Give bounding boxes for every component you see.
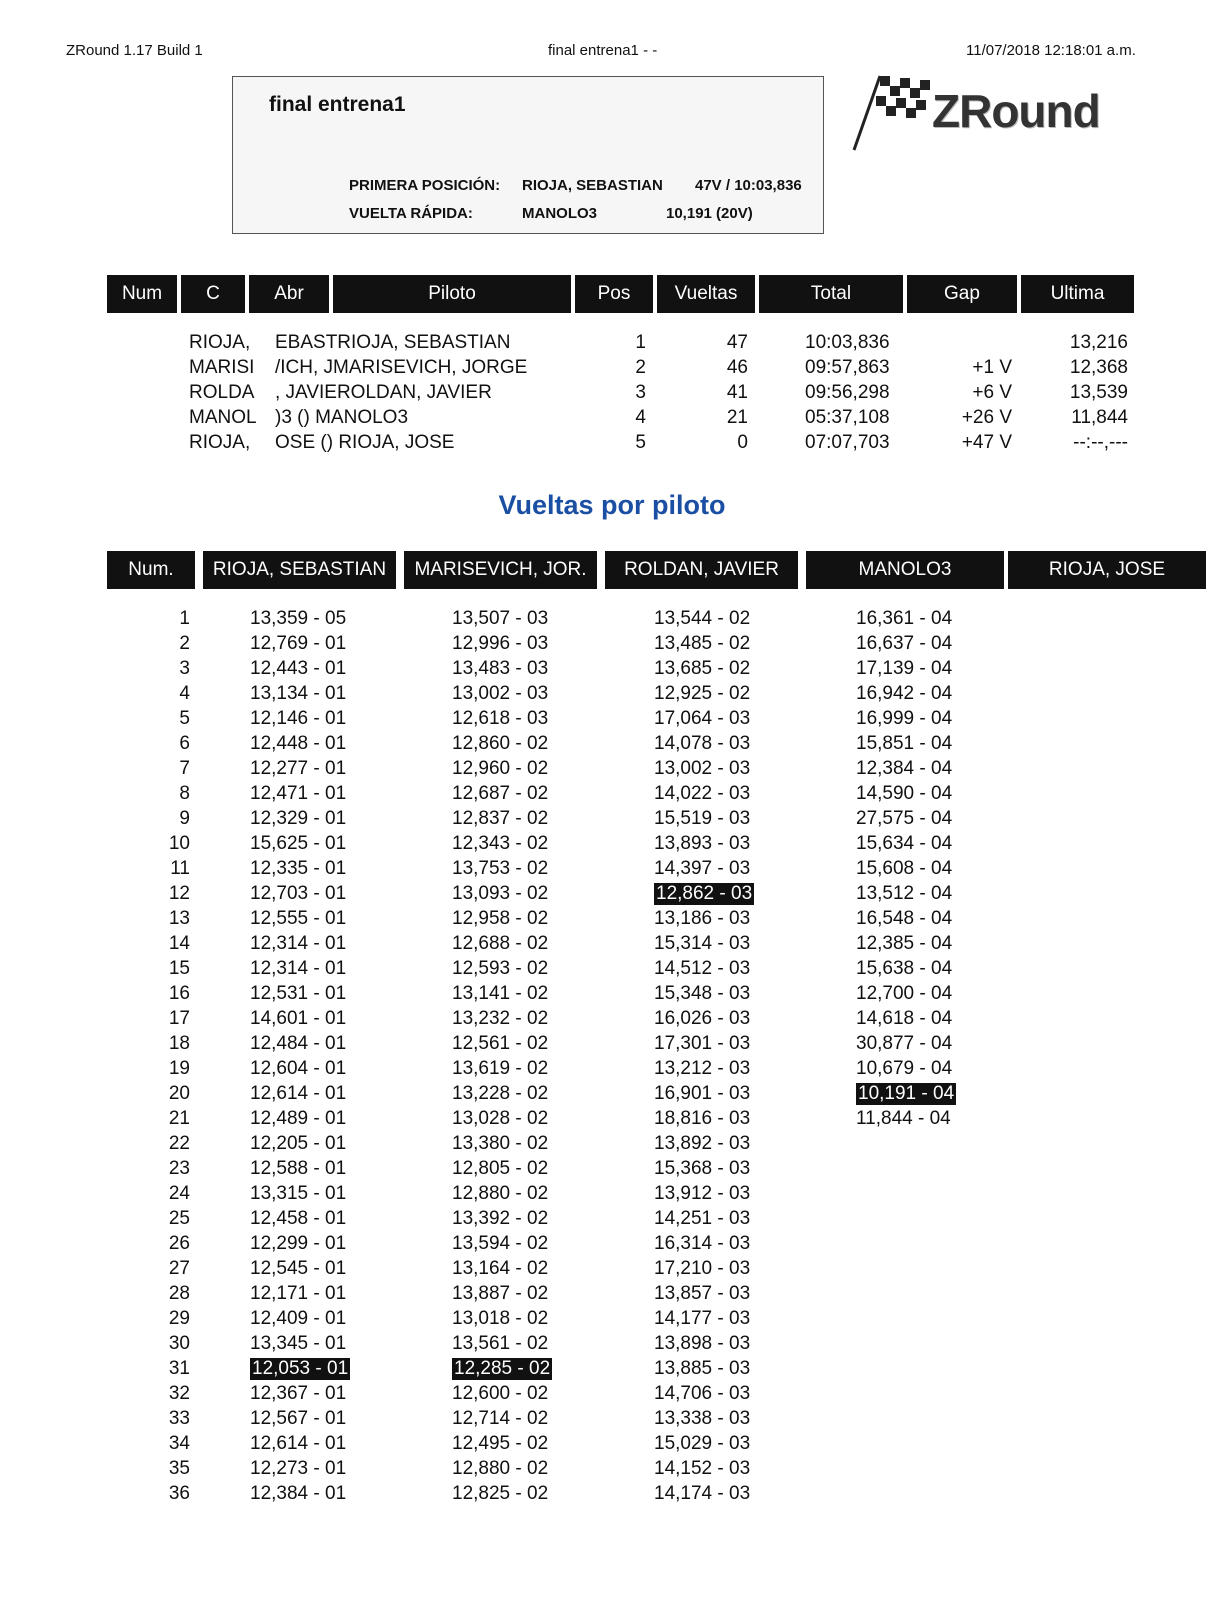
lap-time: 12,880 - 02 — [452, 1183, 549, 1204]
lap-time: 12,825 - 02 — [452, 1483, 549, 1504]
lap-time: 30,877 - 04 — [856, 1033, 953, 1054]
result-ultima: 13,216 — [1069, 332, 1128, 353]
lap-time: 12,561 - 02 — [452, 1033, 549, 1054]
lap-time: 17,139 - 04 — [856, 658, 953, 679]
lap-row — [0, 1283, 1224, 1308]
lap-time: 15,634 - 04 — [856, 833, 953, 854]
lap-time: 12,343 - 02 — [452, 833, 549, 854]
result-abr: MARISI — [189, 357, 255, 378]
lap-time: 12,593 - 02 — [452, 958, 549, 979]
lap-time: 18,816 - 03 — [654, 1108, 751, 1129]
lap-time: 12,384 - 04 — [856, 758, 953, 779]
lap-time: 13,594 - 02 — [452, 1233, 549, 1254]
lap-number: 5 — [179, 708, 190, 729]
lap-time: 12,273 - 01 — [250, 1458, 347, 1479]
lap-time: 13,685 - 02 — [654, 658, 751, 679]
lap-time: 12,495 - 02 — [452, 1433, 549, 1454]
lap-row — [0, 908, 1224, 933]
col-num: Num — [107, 275, 177, 313]
lap-time: 13,753 - 02 — [452, 858, 549, 879]
result-abr: RIOJA, — [189, 332, 251, 353]
lap-time: 12,471 - 01 — [250, 783, 347, 804]
fastest-lap-value: 10,191 (20V) — [666, 205, 753, 222]
lap-number: 2 — [179, 633, 190, 654]
lap-time: 15,348 - 03 — [654, 983, 751, 1004]
lap-time: 14,590 - 04 — [856, 783, 953, 804]
result-piloto: )3 () MANOLO3 — [275, 407, 409, 428]
result-vueltas: 47 — [726, 332, 748, 353]
lap-row — [0, 883, 1224, 908]
lap-number: 8 — [179, 783, 190, 804]
lap-time: 13,483 - 03 — [452, 658, 549, 679]
lap-time: 13,485 - 02 — [654, 633, 751, 654]
lap-number: 15 — [168, 958, 190, 979]
lap-number: 34 — [168, 1433, 190, 1454]
lap-number: 10 — [168, 833, 190, 854]
lap-row — [0, 1483, 1224, 1508]
print-date: 11/07/2018 12:18:01 a.m. — [966, 42, 1136, 59]
lap-row — [0, 608, 1224, 633]
lap-time: 13,512 - 04 — [856, 883, 953, 904]
lap-time: 14,397 - 03 — [654, 858, 751, 879]
lap-time: 13,212 - 03 — [654, 1058, 751, 1079]
lap-number: 12 — [168, 883, 190, 904]
lap-time: 10,191 - 04 — [858, 1083, 955, 1104]
result-total: 07:07,703 — [805, 432, 890, 453]
lap-time: 13,898 - 03 — [654, 1333, 751, 1354]
lap-number: 18 — [168, 1033, 190, 1054]
first-position-name: RIOJA, SEBASTIAN — [522, 177, 663, 194]
lap-number: 21 — [168, 1108, 190, 1129]
lap-time: 12,458 - 01 — [250, 1208, 347, 1229]
lap-time: 14,022 - 03 — [654, 783, 751, 804]
lap-time: 13,619 - 02 — [452, 1058, 549, 1079]
col-abr: Abr — [249, 275, 329, 313]
lap-time: 13,892 - 03 — [654, 1133, 751, 1154]
result-abr: MANOL — [189, 407, 257, 428]
result-piloto: , JAVIEROLDAN, JAVIER — [275, 382, 492, 403]
lap-time: 12,299 - 01 — [250, 1233, 347, 1254]
lap-time: 13,338 - 03 — [654, 1408, 751, 1429]
lap-row — [0, 633, 1224, 658]
lap-number: 28 — [168, 1283, 190, 1304]
lap-time: 15,638 - 04 — [856, 958, 953, 979]
lap-row — [0, 958, 1224, 983]
lap-number: 3 — [179, 658, 190, 679]
result-piloto: OSE () RIOJA, JOSE — [275, 432, 455, 453]
lap-time: 12,053 - 01 — [252, 1358, 349, 1379]
lap-row — [0, 808, 1224, 833]
lap-row — [0, 933, 1224, 958]
lap-time: 15,368 - 03 — [654, 1158, 751, 1179]
lap-time: 13,507 - 03 — [452, 608, 549, 629]
lap-row — [0, 1133, 1224, 1158]
race-summary-box — [232, 76, 824, 234]
col-ultima: Ultima — [1021, 275, 1134, 313]
lap-time: 12,837 - 02 — [452, 808, 549, 829]
lap-number: 7 — [179, 758, 190, 779]
col-pos: Pos — [575, 275, 653, 313]
lap-row — [0, 1108, 1224, 1133]
lap-time: 12,448 - 01 — [250, 733, 347, 754]
lap-time: 17,064 - 03 — [654, 708, 751, 729]
result-pos: 4 — [635, 407, 646, 428]
lap-time: 12,687 - 02 — [452, 783, 549, 804]
result-pos: 1 — [635, 332, 646, 353]
lap-time: 12,614 - 01 — [250, 1433, 347, 1454]
lap-time: 15,314 - 03 — [654, 933, 751, 954]
col-piloto: Piloto — [333, 275, 571, 313]
lap-time: 12,588 - 01 — [250, 1158, 347, 1179]
lap-time: 12,703 - 01 — [250, 883, 347, 904]
col-vueltas: Vueltas — [657, 275, 755, 313]
lap-time: 12,489 - 01 — [250, 1108, 347, 1129]
result-piloto: /ICH, JMARISEVICH, JORGE — [275, 357, 528, 378]
lap-time: 12,385 - 04 — [856, 933, 953, 954]
logo-text: ZRound — [932, 85, 1100, 137]
result-total: 05:37,108 — [805, 407, 890, 428]
lap-row — [0, 1008, 1224, 1033]
result-total: 09:57,863 — [805, 357, 890, 378]
lap-time: 12,409 - 01 — [250, 1308, 347, 1329]
lap-time: 16,999 - 04 — [856, 708, 953, 729]
lap-row — [0, 1308, 1224, 1333]
lap-time: 16,314 - 03 — [654, 1233, 751, 1254]
result-total: 10:03,836 — [805, 332, 890, 353]
lap-time: 12,367 - 01 — [250, 1383, 347, 1404]
result-pos: 3 — [635, 382, 646, 403]
lap-number: 19 — [168, 1058, 190, 1079]
lap-time: 16,942 - 04 — [856, 683, 953, 704]
lap-number: 36 — [168, 1483, 190, 1504]
lap-row — [0, 1208, 1224, 1233]
race-title: final entrena1 — [269, 93, 406, 116]
lap-number: 23 — [168, 1158, 190, 1179]
lap-row — [0, 658, 1224, 683]
result-gap: +26 V — [961, 407, 1012, 428]
lap-time: 13,002 - 03 — [452, 683, 549, 704]
lap-number: 14 — [168, 933, 190, 954]
lap-time: 15,625 - 01 — [250, 833, 347, 854]
lap-time: 14,177 - 03 — [654, 1308, 751, 1329]
result-pos: 2 — [635, 357, 646, 378]
lap-time: 12,960 - 02 — [452, 758, 549, 779]
lap-time: 16,637 - 04 — [856, 633, 953, 654]
lap-row — [0, 1258, 1224, 1283]
app-title: ZRound 1.17 Build 1 — [66, 42, 203, 59]
lap-number: 27 — [168, 1258, 190, 1279]
lap-time: 12,618 - 03 — [452, 708, 549, 729]
lap-time: 12,443 - 01 — [250, 658, 347, 679]
lap-row — [0, 758, 1224, 783]
result-ultima: 11,844 — [1071, 407, 1128, 428]
lap-time: 16,548 - 04 — [856, 908, 953, 929]
lap-row — [0, 683, 1224, 708]
lap-time: 13,359 - 05 — [250, 608, 347, 629]
lap-time: 12,996 - 03 — [452, 633, 549, 654]
lap-time: 12,805 - 02 — [452, 1158, 549, 1179]
result-ultima: 13,539 — [1069, 382, 1128, 403]
lap-number: 32 — [168, 1383, 190, 1404]
lap-row — [0, 858, 1224, 883]
result-pos: 5 — [635, 432, 646, 453]
lap-time: 12,769 - 01 — [250, 633, 347, 654]
lap-time: 13,028 - 02 — [452, 1108, 549, 1129]
result-ultima: --:--,--- — [1073, 432, 1128, 453]
result-abr: ROLDA — [189, 382, 255, 403]
lap-time: 12,860 - 02 — [452, 733, 549, 754]
lap-time: 16,026 - 03 — [654, 1008, 751, 1029]
result-row — [0, 332, 1224, 357]
lap-time: 13,186 - 03 — [654, 908, 751, 929]
lap-number: 33 — [168, 1408, 190, 1429]
lap-time: 13,392 - 02 — [452, 1208, 549, 1229]
lap-time: 12,314 - 01 — [250, 933, 347, 954]
lap-time: 12,285 - 02 — [454, 1358, 551, 1379]
lap-number: 11 — [170, 858, 190, 879]
lap-time: 14,512 - 03 — [654, 958, 751, 979]
lap-time: 15,519 - 03 — [654, 808, 751, 829]
lap-time: 15,851 - 04 — [856, 733, 953, 754]
laps-col-driver-1: RIOJA, SEBASTIAN — [203, 551, 396, 589]
lap-time: 12,714 - 02 — [452, 1408, 549, 1429]
lap-time: 12,700 - 04 — [856, 983, 953, 1004]
lap-number: 20 — [168, 1083, 190, 1104]
lap-number: 13 — [168, 908, 190, 929]
lap-time: 13,345 - 01 — [250, 1333, 347, 1354]
lap-time: 12,384 - 01 — [250, 1483, 347, 1504]
laps-col-driver-3: ROLDAN, JAVIER — [605, 551, 798, 589]
lap-row — [0, 1033, 1224, 1058]
result-row — [0, 432, 1224, 457]
lap-time: 10,679 - 04 — [856, 1058, 953, 1079]
lap-time: 12,555 - 01 — [250, 908, 347, 929]
lap-time: 13,561 - 02 — [452, 1333, 549, 1354]
lap-time: 15,029 - 03 — [654, 1433, 751, 1454]
lap-time: 17,210 - 03 — [654, 1258, 751, 1279]
lap-number: 9 — [179, 808, 190, 829]
lap-row — [0, 983, 1224, 1008]
lap-number: 4 — [179, 683, 190, 704]
laps-col-num: Num. — [107, 551, 195, 589]
lap-time: 12,314 - 01 — [250, 958, 347, 979]
lap-time: 13,857 - 03 — [654, 1283, 751, 1304]
lap-row — [0, 1383, 1224, 1408]
lap-time: 12,567 - 01 — [250, 1408, 347, 1429]
lap-time: 12,925 - 02 — [654, 683, 751, 704]
checkered-flag-icon — [850, 68, 940, 158]
lap-time: 12,146 - 01 — [250, 708, 347, 729]
lap-time: 13,232 - 02 — [452, 1008, 549, 1029]
lap-time: 12,531 - 01 — [250, 983, 347, 1004]
lap-time: 12,545 - 01 — [250, 1258, 347, 1279]
lap-time: 12,205 - 01 — [250, 1133, 347, 1154]
result-ultima: 12,368 — [1069, 357, 1128, 378]
result-vueltas: 21 — [726, 407, 748, 428]
result-vueltas: 41 — [726, 382, 748, 403]
lap-time: 13,887 - 02 — [452, 1283, 549, 1304]
lap-number: 26 — [168, 1233, 190, 1254]
lap-time: 12,335 - 01 — [250, 858, 347, 879]
lap-row — [0, 1233, 1224, 1258]
lap-row — [0, 1433, 1224, 1458]
lap-time: 13,885 - 03 — [654, 1358, 751, 1379]
lap-row — [0, 783, 1224, 808]
lap-row — [0, 1083, 1224, 1108]
lap-number: 6 — [179, 733, 190, 754]
zround-logo — [850, 68, 1140, 158]
lap-number: 31 — [168, 1358, 190, 1379]
lap-time: 13,134 - 01 — [250, 683, 347, 704]
lap-time: 13,380 - 02 — [452, 1133, 549, 1154]
laps-col-driver-5: RIOJA, JOSE — [1008, 551, 1206, 589]
lap-time: 12,171 - 01 — [250, 1283, 347, 1304]
laps-col-driver-2: MARISEVICH, JOR. — [404, 551, 597, 589]
lap-row — [0, 708, 1224, 733]
lap-time: 14,078 - 03 — [654, 733, 751, 754]
lap-row — [0, 1358, 1224, 1383]
result-total: 09:56,298 — [805, 382, 890, 403]
report-name: final entrena1 - - — [548, 42, 658, 59]
lap-time: 13,893 - 03 — [654, 833, 751, 854]
lap-number: 1 — [179, 608, 190, 629]
lap-time: 14,251 - 03 — [654, 1208, 751, 1229]
lap-time: 13,315 - 01 — [250, 1183, 347, 1204]
lap-number: 16 — [168, 983, 190, 1004]
lap-time: 13,544 - 02 — [654, 608, 751, 629]
fastest-lap-name: MANOLO3 — [522, 205, 597, 222]
col-c: C — [181, 275, 245, 313]
lap-time: 13,228 - 02 — [452, 1083, 549, 1104]
lap-time: 12,329 - 01 — [250, 808, 347, 829]
lap-time: 14,174 - 03 — [654, 1483, 751, 1504]
result-vueltas: 0 — [737, 432, 748, 453]
lap-row — [0, 1408, 1224, 1433]
lap-time: 12,862 - 03 — [656, 883, 753, 904]
lap-time: 12,958 - 02 — [452, 908, 549, 929]
lap-number: 17 — [168, 1008, 190, 1029]
lap-number: 24 — [168, 1183, 190, 1204]
lap-row — [0, 833, 1224, 858]
lap-time: 12,604 - 01 — [250, 1058, 347, 1079]
result-gap: +1 V — [972, 357, 1012, 378]
lap-number: 22 — [168, 1133, 190, 1154]
lap-row — [0, 733, 1224, 758]
first-position-label: PRIMERA POSICIÓN: — [349, 177, 501, 194]
lap-time: 13,912 - 03 — [654, 1183, 751, 1204]
lap-time: 13,018 - 02 — [452, 1308, 549, 1329]
result-row — [0, 357, 1224, 382]
lap-time: 11,844 - 04 — [856, 1108, 951, 1129]
lap-row — [0, 1158, 1224, 1183]
lap-time: 13,002 - 03 — [654, 758, 751, 779]
lap-time: 17,301 - 03 — [654, 1033, 751, 1054]
lap-time: 16,901 - 03 — [654, 1083, 751, 1104]
lap-time: 14,601 - 01 — [250, 1008, 347, 1029]
result-abr: RIOJA, — [189, 432, 251, 453]
lap-time: 12,688 - 02 — [452, 933, 549, 954]
col-total: Total — [759, 275, 903, 313]
lap-time: 13,093 - 02 — [452, 883, 549, 904]
lap-time: 16,361 - 04 — [856, 608, 953, 629]
lap-time: 12,600 - 02 — [452, 1383, 549, 1404]
lap-number: 35 — [168, 1458, 190, 1479]
lap-time: 13,164 - 02 — [452, 1258, 549, 1279]
lap-row — [0, 1058, 1224, 1083]
lap-row — [0, 1183, 1224, 1208]
first-position-value: 47V / 10:03,836 — [695, 177, 802, 194]
result-gap: +47 V — [961, 432, 1012, 453]
result-piloto: EBASTRIOJA, SEBASTIAN — [275, 332, 511, 353]
col-gap: Gap — [907, 275, 1017, 313]
result-row — [0, 407, 1224, 432]
fastest-lap-label: VUELTA RÁPIDA: — [349, 205, 473, 222]
result-row — [0, 382, 1224, 407]
lap-time: 14,706 - 03 — [654, 1383, 751, 1404]
lap-time: 12,277 - 01 — [250, 758, 347, 779]
laps-section-title: Vueltas por piloto — [498, 490, 726, 520]
lap-number: 25 — [168, 1208, 190, 1229]
lap-time: 15,608 - 04 — [856, 858, 953, 879]
lap-number: 30 — [168, 1333, 190, 1354]
lap-row — [0, 1458, 1224, 1483]
result-vueltas: 46 — [726, 357, 748, 378]
result-gap: +6 V — [972, 382, 1012, 403]
lap-time: 13,141 - 02 — [452, 983, 549, 1004]
lap-time: 27,575 - 04 — [856, 808, 953, 829]
lap-number: 29 — [168, 1308, 190, 1329]
lap-row — [0, 1333, 1224, 1358]
lap-time: 14,618 - 04 — [856, 1008, 953, 1029]
laps-col-driver-4: MANOLO3 — [806, 551, 1004, 589]
lap-time: 14,152 - 03 — [654, 1458, 751, 1479]
lap-time: 12,484 - 01 — [250, 1033, 347, 1054]
lap-time: 12,880 - 02 — [452, 1458, 549, 1479]
lap-time: 12,614 - 01 — [250, 1083, 347, 1104]
